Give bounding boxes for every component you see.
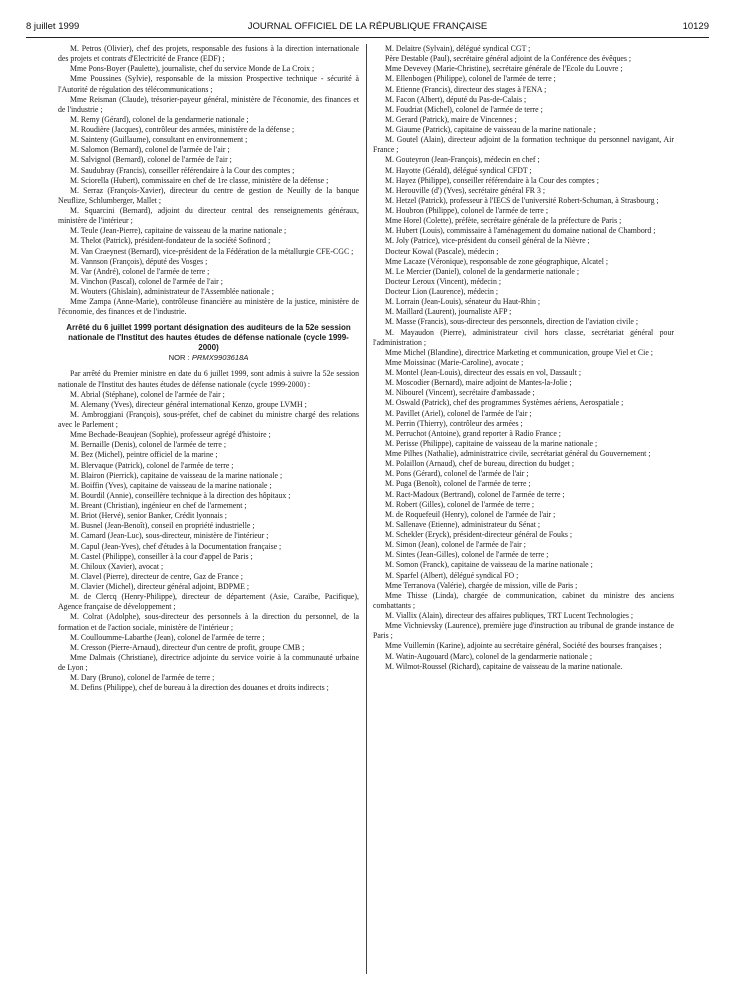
list-item: Mme Thisse (Linda), chargée de communication, cabinet du ministre des anciens combattants ; [373, 590, 674, 610]
list-item: M. Chiloux (Xavier), avocat ; [70, 561, 164, 571]
list-item: M. Briot (Hervé), senior Banker, Crédit lyonnais ; [70, 511, 227, 521]
list-item: M. de Clercq (Henry-Philippe), directeur de département (Asie, Caraïbe, Pacifique), Agence française de développement ; [58, 592, 359, 612]
list-item: M. Perisse (Philippe), capitaine de vaisseau de la marine nationale ; [385, 438, 598, 448]
list-item: M. Salomon (Bernard), colonel de l'armée de l'air ; [70, 145, 230, 155]
list-item: M. Remy (Gérard), colonel de la gendarmerie nationale ; [70, 114, 249, 124]
list-item: Mme Moissinac (Marie-Caroline), avocate ; [385, 357, 524, 367]
header-journal-title: JOURNAL OFFICIEL DE LA RÉPUBLIQUE FRANÇAISE [247, 21, 488, 32]
header-page-number: 10129 [682, 21, 709, 32]
list-item: M. Dary (Bruno), colonel de l'armée de terre ; [70, 673, 215, 683]
list-item: M. Busnel (Jean-Benoît), conseil en propriété industrielle ; [70, 521, 255, 531]
list-item: Mme Lacaze (Véronique), responsable de zone géographique, Alcatel ; [385, 256, 609, 266]
list-item: Mme Pons-Boyer (Paulette), journaliste, chef du service Monde de La Croix ; [70, 64, 315, 74]
list-item: Mme Bechade-Beaujean (Sophie), professeur agrégé d'histoire ; [70, 430, 271, 440]
list-item: M. Moscodier (Bernard), maire adjoint de Mantes-la-Jolie ; [385, 378, 572, 388]
list-item: M. Viallix (Alain), directeur des affaires publiques, TRT Lucent Technologies ; [385, 611, 634, 620]
list-item: Mme Vuillemin (Karine), adjointe au secrétaire général, Société des bourses françaises ; [385, 641, 662, 651]
list-item: M. Nibourel (Vincent), secrétaire d'ambassade ; [385, 388, 535, 398]
list-item: M. Thelot (Patrick), président-fondateur de la société Sofinord ; [70, 236, 271, 246]
list-item: Mme Pilhes (Nathalie), administratrice civile, secrétariat général du Gouvernement ; [385, 449, 651, 458]
right-column [373, 44, 674, 672]
list-item: M. Clavel (Pierre), directeur de centre, Gaz de France ; [70, 571, 243, 581]
left-column [58, 44, 359, 693]
list-item: M. Breant (Christian), ingénieur en chef de l'armement ; [70, 501, 247, 510]
list-item: M. Facon (Albert), député du Pas-de-Calais ; [385, 94, 527, 104]
list-item: M. Ract-Madoux (Bertrand), colonel de l'armée de terre ; [385, 489, 565, 499]
list-item: M. Ellenbogen (Philippe), colonel de l'armée de terre ; [385, 74, 556, 84]
list-item: M. Sintes (Jean-Gilles), colonel de l'armée de terre ; [385, 550, 549, 560]
list-item: M. Roudière (Jacques), contrôleur des armées, ministère de la défense ; [70, 125, 295, 134]
list-item: M. Defins (Philippe), chef de bureau à la direction des douanes et droits indirects ; [70, 683, 329, 693]
list-item: M. Wilmot-Roussel (Richard), capitaine de vaisseau de la marine nationale. [385, 661, 623, 671]
list-item: M. Puga (Benoît), colonel de l'armée de terre ; [385, 479, 531, 489]
list-item: M. Foudriat (Michel), colonel de l'armée de terre ; [385, 104, 543, 114]
list-item: M. Oswald (Patrick), chef des programmes Systèmes aériens, Aerospatiale ; [385, 398, 624, 408]
list-item: M. Houbron (Philippe), colonel de l'armée de terre ; [385, 206, 549, 215]
list-item: M. Teule (Jean-Pierre), capitaine de vaisseau de la marine nationale ; [70, 226, 287, 236]
list-item: M. Gouteyron (Jean-François), médecin en chef ; [385, 155, 540, 165]
list-item: M. Sallenave (Etienne), administrateur du Sénat ; [385, 519, 541, 529]
list-item: Mme Devevey (Marie-Christine), secrétaire générale de l'Ecole du Louvre ; [385, 64, 623, 74]
list-item: M. Cresson (Pierre-Arnaud), directeur d'un centre de profit, groupe CMB ; [70, 642, 305, 652]
list-item: M. Castel (Philippe), conseiller à la cour d'appel de Paris ; [70, 551, 253, 561]
list-item: M. Delaitre (Sylvain), délégué syndical CGT ; [385, 44, 531, 53]
list-item: Mme Horel (Colette), préfète, secrétaire générale de la préfecture de Paris ; [385, 216, 622, 226]
list-item: M. Van Craeynest (Bernard), vice-président de la Fédération de la métallurgie CFE-CGC ; [70, 246, 354, 256]
list-item: M. Alemany (Yves), directeur général international Kenzo, groupe LVMH ; [70, 399, 307, 409]
list-item: M. Gerard (Patrick), maire de Vincennes ; [385, 114, 517, 124]
list-item: M. Petros (Olivier), chef des projets, responsable des fusions à la direction internationale des projets et contrats d'Electricité de France (EDF) ; [58, 44, 359, 64]
list-item: M. Robert (Gilles), colonel de l'armée de terre ; [385, 499, 535, 509]
list-item: Mme Vichnievsky (Laurence), première juge d'instruction au tribunal de grande instance de Paris ; [373, 621, 674, 641]
list-item: Mme Poussines (Sylvie), responsable de la mission Prospective technique - sécurité à l'Autorité de régulation des télécommunications ; [58, 74, 359, 94]
list-item: Docteur Leroux (Vincent), médecin ; [385, 276, 502, 286]
list-item: M. Perruchot (Antoine), grand reporter à Radio France ; [385, 428, 561, 438]
list-item: M. Hayotte (Gérald), délégué syndical CFDT ; [385, 165, 532, 175]
list-item: M. Colrat (Adolphe), sous-directeur des personnels à la direction du personnel, de la formation et de l'action sociale, ministère de l'intérieur ; [58, 612, 359, 632]
list-item: M. Sainteny (Guillaume), consultant en environnement ; [70, 135, 248, 145]
list-item: M. Salvignol (Bernard), colonel de l'armée de l'air ; [70, 155, 232, 165]
list-item: M. Boiffin (Yves), capitaine de vaisseau de la marine nationale ; [70, 480, 272, 490]
list-item: M. Mayaudon (Pierre), administrateur civil hors classe, secrétariat général pour l'administration ; [373, 327, 674, 347]
list-item: M. Squarcini (Bernard), adjoint du directeur central des renseignements généraux, ministère de l'intérieur ; [58, 206, 359, 226]
list-item: M. Pons (Gérard), colonel de l'armée de l'air ; [385, 469, 529, 479]
list-item: M. Bernaille (Denis), colonel de l'armée de terre ; [70, 440, 227, 450]
list-item: M. Sparfel (Albert), délégué syndical FO ; [385, 570, 519, 580]
list-item: Mme Michel (Blandine), directrice Marketing et communication, groupe Viel et Cie ; [385, 347, 653, 357]
list-item: M. de Roquefeuil (Henry), colonel de l'armée de l'air ; [385, 509, 556, 519]
decree-nor [58, 353, 359, 363]
list-item: M. Watin-Augouard (Marc), colonel de la gendarmerie nationale ; [385, 651, 593, 661]
nor-code: PRMX9903618A [191, 353, 249, 363]
list-item: M. Goutel (Alain), directeur adjoint de la formation technique du personnel navigant, Air France ; [373, 135, 674, 155]
list-item: M. Pavillet (Ariel), colonel de l'armée de l'air ; [385, 408, 532, 418]
list-item: Père Destable (Paul), secrétaire général adjoint de la Conférence des évêques ; [385, 54, 632, 64]
list-item: Mme Terranova (Valérie), chargée de mission, ville de Paris ; [385, 580, 578, 590]
list-item: M. Blairon (Pierrick), capitaine de vaisseau de la marine nationale ; [70, 470, 283, 480]
list-item: M. Abrial (Stéphane), colonel de l'armée de l'air ; [70, 389, 225, 399]
list-item: Docteur Kowal (Pascale), médecin ; [385, 246, 499, 256]
list-item: M. Serraz (François-Xavier), directeur du centre de gestion de Neuilly de la banque Neuflize, Schlumberger, Mallet ; [58, 185, 359, 205]
list-item: M. Coulloumme-Labarthe (Jean), colonel de l'armée de terre ; [70, 632, 265, 642]
list-item: M. Vinchon (Pascal), colonel de l'armée de l'air ; [70, 276, 223, 286]
list-item: M. Masse (Francis), sous-directeur des personnels, direction de l'aviation civile ; [385, 317, 638, 327]
list-item: M. Hubert (Louis), commissaire à l'aménagement du domaine national de Chambord ; [385, 226, 656, 236]
decree-intro: Par arrêté du Premier ministre en date du 6 juillet 1999, sont admis à suivre la 52e session nationale de l'Institut des hautes études de défense nationale (cycle 1999-2000) : [58, 369, 359, 389]
list-item: M. Etienne (Francis), directeur des stages à l'ENA ; [385, 84, 547, 94]
list-item: M. Le Mercier (Daniel), colonel de la gendarmerie nationale ; [385, 266, 580, 276]
list-item: M. Maillard (Laurent), journaliste AFP ; [385, 307, 512, 317]
column-separator [366, 44, 367, 974]
page-header [26, 21, 709, 33]
list-item: M. Bez (Michel), peintre officiel de la marine ; [70, 450, 218, 460]
list-item: M. Somon (Franck), capitaine de vaisseau de la marine nationale ; [385, 560, 593, 570]
left-auditor-list [58, 390, 359, 694]
list-item: M. Polaillon (Arnaud), chef de bureau, direction du budget ; [385, 459, 575, 469]
list-item: M. Bourdil (Annie), conseillère technique à la direction des hôpitaux ; [70, 490, 291, 500]
list-item: Mme Dalmais (Christiane), directrice adjointe du service voirie à la communauté urbaine de Lyon ; [58, 652, 359, 672]
list-item: M. Blervaque (Patrick), colonel de l'armée de terre ; [70, 460, 234, 470]
list-item: M. Clavier (Michel), directeur général adjoint, BDPME ; [70, 582, 250, 591]
header-rule [26, 37, 709, 38]
list-item: M. Camard (Jean-Luc), sous-directeur, ministère de l'intérieur ; [70, 531, 269, 541]
nor-label: NOR : [168, 353, 190, 363]
list-item: M. Ambroggiani (François), sous-préfet, chef de cabinet du ministre chargé des relations avec le Parlement ; [58, 409, 359, 429]
list-item: M. Capul (Jean-Yves), chef d'études à la Documentation française ; [70, 541, 282, 551]
list-item: M. Hetzel (Patrick), professeur à l'IECS de l'université Robert-Schuman, à Strasbourg ; [385, 195, 659, 205]
header-date: 8 juillet 1999 [26, 21, 80, 32]
list-item: M. Giaume (Patrick), capitaine de vaisseau de la marine nationale ; [385, 125, 596, 134]
list-item: M. Montel (Jean-Louis), directeur des essais en vol, Dassault ; [385, 368, 582, 377]
list-item: M. Sciorella (Hubert), commissaire en chef de 1re classe, ministère de la défense ; [70, 175, 329, 185]
right-auditor-list [373, 44, 674, 672]
list-item: M. Wouters (Ghislain), administrateur de l'Assemblée nationale ; [70, 287, 274, 296]
list-item: M. Saudubray (Francis), conseiller référendaire à la Cour des comptes ; [70, 165, 295, 175]
list-item: M. Simon (Jean), colonel de l'armée de l'air ; [385, 540, 526, 550]
list-item: Docteur Lion (Laurence), médecin ; [385, 287, 499, 296]
list-item: M. Joly (Patrice), vice-président du conseil général de la Nièvre ; [385, 236, 590, 246]
list-item: M. Vannson (François), député des Vosges ; [70, 256, 208, 266]
list-item: Mme Reisman (Claude), trésorier-payeur général, ministère de l'économie, des finances et de l'industrie ; [58, 94, 359, 114]
list-item: M. Schekler (Eryck), président-directeur général de Fouks ; [385, 530, 573, 539]
list-item: M. Herouville (d') (Yves), secrétaire général FR 3 ; [385, 185, 546, 195]
list-item: M. Perrin (Thierry), contrôleur des armées ; [385, 418, 523, 428]
decree-title: Arrêté du 6 juillet 1999 portant désignation des auditeurs de la 52e session nationale de l'Institut des hautes études de défense nationale (cycle 1999-2000) [66, 323, 351, 353]
list-item: M. Hayez (Philippe), conseiller référendaire à la Cour des comptes ; [385, 175, 599, 185]
list-item: Mme Zampa (Anne-Marie), contrôleuse financière au ministère de la justice, ministère de l'économie, des finances et de l'industrie. [58, 297, 359, 317]
list-item: M. Var (André), colonel de l'armée de terre ; [70, 266, 210, 276]
list-item: M. Lorrain (Jean-Louis), sénateur du Haut-Rhin ; [385, 297, 541, 307]
left-list-continued [58, 44, 359, 317]
